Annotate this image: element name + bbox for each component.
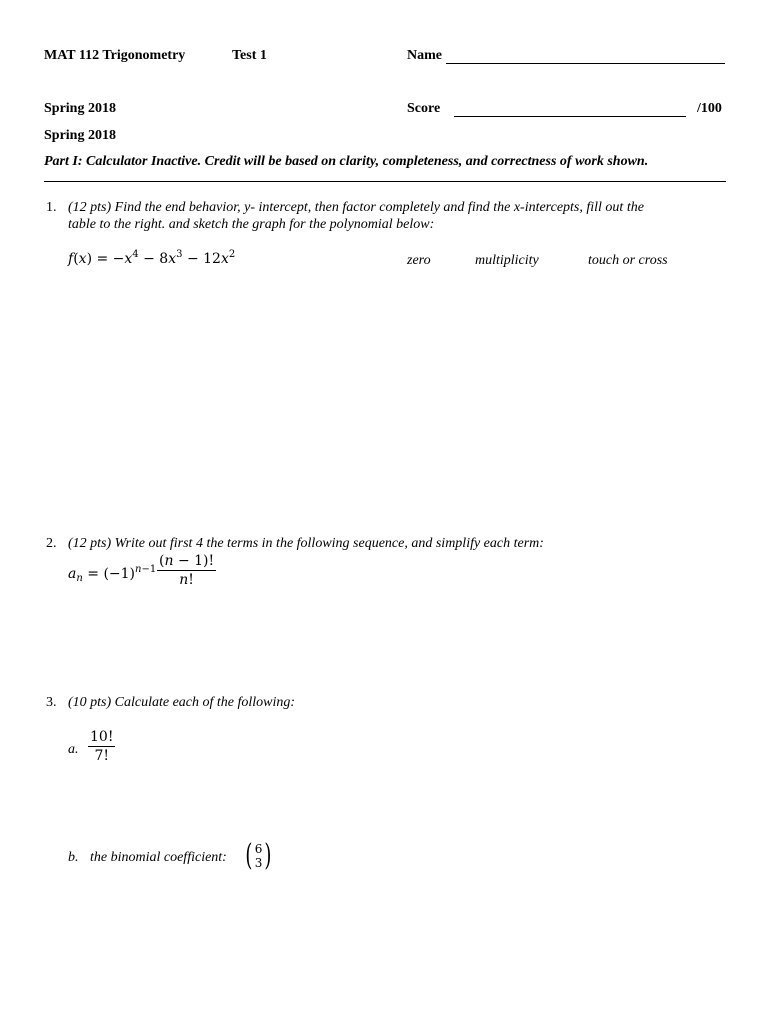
q2-formula: $a_n = (-1)^{n-1}$	[68, 564, 157, 584]
table-header-multiplicity: multiplicity	[475, 253, 539, 268]
q3b-label: b.	[68, 850, 79, 865]
table-header-touch-or-cross: touch or cross	[588, 253, 668, 268]
right-paren-icon: )	[264, 838, 272, 873]
test-title: Test 1	[232, 48, 267, 63]
q3b-binomial	[243, 838, 274, 873]
q3b-text: the binomial coefficient:	[90, 850, 227, 865]
q3a-numerator: 10!	[90, 729, 114, 745]
header-divider	[44, 181, 726, 182]
term-label: Spring 2018	[44, 101, 116, 116]
q1-function: $f(x) = -x^4 - 8x^3 - 12x^2$	[68, 249, 236, 267]
score-label: Score	[407, 101, 441, 116]
q3a-label: a.	[68, 742, 79, 757]
q3a-denominator: 7!	[94, 748, 109, 764]
table-header-zero: zero	[407, 253, 431, 268]
q1-text-line1: (12 pts) Find the end behavior, y- intercept, then factor completely and find the x-intercepts, fill out the	[68, 200, 644, 215]
score-total: /100	[697, 101, 722, 116]
course-title: MAT 112 Trigonometry	[44, 48, 186, 63]
binomial-top: 6	[254, 842, 263, 856]
q3-number: 3.	[46, 695, 57, 710]
q3-text: (10 pts) Calculate each of the following:	[68, 695, 296, 710]
q2-fraction: $\frac{(n - 1)!}{n!}$	[159, 553, 215, 588]
left-paren-icon: (	[245, 838, 253, 873]
q1-text-line2: table to the right. and sketch the graph for the polynomial below:	[68, 217, 435, 232]
binomial-bottom: 3	[254, 856, 263, 870]
q2-number: 2.	[46, 536, 57, 551]
q3a-fraction	[88, 729, 115, 764]
term-label-repeat: Spring 2018	[44, 128, 116, 143]
name-label: Name	[407, 48, 442, 63]
q2-text: (12 pts) Write out first 4 the terms in the following sequence, and simplify each term:	[68, 536, 544, 551]
q1-number: 1.	[46, 200, 57, 215]
name-blank[interactable]	[446, 63, 725, 64]
score-blank[interactable]	[454, 116, 686, 117]
part-instructions: Part I: Calculator Inactive. Credit will be based on clarity, completeness, and correctness of work shown.	[44, 154, 649, 169]
